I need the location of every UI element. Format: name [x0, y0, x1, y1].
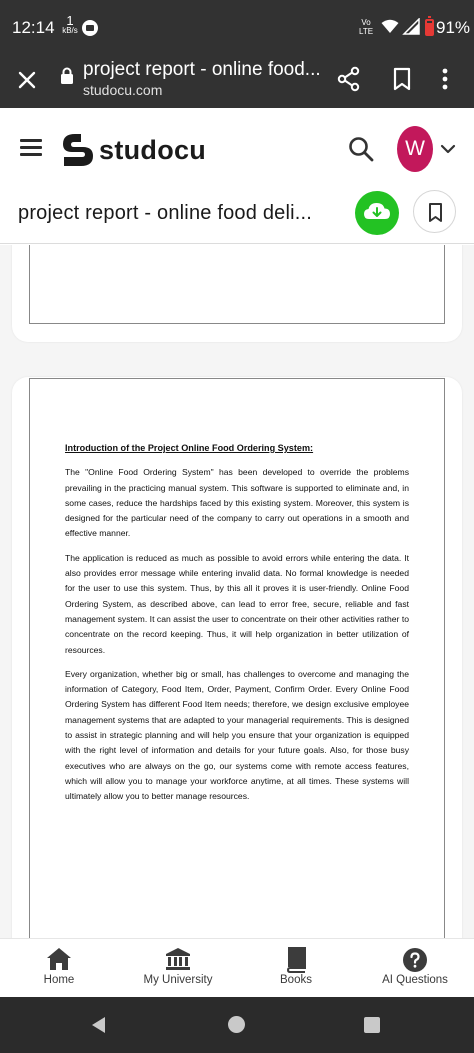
nav-item-ai-questions[interactable]: [360, 939, 470, 998]
battery-percent: 91%: [436, 18, 471, 37]
document-paragraph: The application is reduced as much as possible to avoid errors while entering the data. It also provides error message while entering invalid data. No formal knowledge is needed for the user to use this system. Thus, by this all it proves it is user-friendly. Online Food Ordering System, as described above, can lead to error free, secure, reliable and fast management system. It can assist the user to concentrate on their other activities rather to concentrate on the record keeping. Thus, it will help organization in better utilization of resources.: [65, 552, 409, 655]
close-icon[interactable]: [14, 67, 40, 93]
browser-toolbar: [0, 54, 474, 108]
document-paragraph: Every organization, whether big or small, has challenges to overcome and managing the information of Category, Food Item, Order, Payment, Confirm Order. Every Online Food Ordering System has different Food Item needs; therefore, we design exclusive employee management systems that are adapted to your managerial requirements. This is designed to assist in strategic planning and will help you ensure that your organization is equipped with the right level of information and details for your future goals. Also, for those busy executives who are always on the go, our systems come with remote access features, which will allow you to manage your workforce anytime, at all times. These systems will ultimately allow you to better manage resources.: [65, 668, 409, 802]
browser-url[interactable]: studocu.com: [83, 82, 163, 98]
status-time: 12:14: [12, 18, 55, 37]
nav-item-books[interactable]: [241, 939, 351, 998]
document-text: [65, 441, 409, 814]
document-paragraph: The "Online Food Ordering System" has been developed to override the problems prevailing in the practicing manual system. This software is supported to eliminate and, in some cases, reduce the hardships faced by this existing system. Moreover, this system is designed for the particular need of the company to carry out operations in a smooth and effective manner.: [65, 467, 409, 539]
logo-mark-icon: [61, 133, 95, 167]
recent-apps-icon[interactable]: [364, 1017, 380, 1033]
search-icon[interactable]: [347, 135, 375, 168]
bookmark-icon[interactable]: [392, 66, 412, 97]
chevron-down-icon[interactable]: [440, 142, 456, 160]
document-page: [29, 245, 445, 324]
nav-label-home: Home: [43, 974, 75, 986]
document-viewer[interactable]: [0, 245, 474, 938]
studocu-logo[interactable]: [61, 133, 206, 167]
more-options-icon[interactable]: [441, 66, 449, 97]
back-icon[interactable]: [90, 1016, 108, 1039]
wifi-icon: [381, 19, 399, 39]
document-title-bar: [0, 190, 474, 244]
save-document-button[interactable]: [413, 190, 456, 233]
logo-text: studocu: [99, 134, 207, 165]
share-icon[interactable]: [336, 66, 362, 97]
battery-icon: [425, 19, 434, 36]
nav-label-ai-questions: AI Questions: [382, 974, 448, 986]
signal-icon: [402, 18, 420, 40]
nav-label-books: Books: [280, 974, 312, 986]
avatar[interactable]: W: [397, 126, 433, 172]
system-navigation-bar: [0, 997, 474, 1053]
nav-item-home[interactable]: [4, 939, 114, 998]
nav-item-my-university[interactable]: [123, 939, 233, 998]
document-heading: Introduction of the Project Online Food Ordering System:: [65, 443, 314, 453]
download-button[interactable]: [355, 191, 399, 235]
home-button-icon[interactable]: [228, 1016, 245, 1033]
network-speed-unit: kB/s: [62, 26, 78, 35]
home-icon: [46, 947, 72, 976]
bookmark-outline-icon: [414, 191, 457, 234]
notification-icon: [82, 20, 98, 36]
document-title: project report - online food deli...: [18, 202, 313, 224]
network-speed: [58, 13, 82, 36]
cloud-download-icon: [355, 191, 399, 235]
document-page: [29, 378, 445, 938]
browser-page-title[interactable]: project report - online food...: [83, 59, 321, 80]
nav-label-my-university: My University: [143, 974, 213, 986]
lock-icon: [60, 67, 74, 90]
hamburger-menu-icon[interactable]: [20, 139, 42, 157]
volte-indicator: Vo LTE: [359, 18, 374, 36]
university-icon: [165, 947, 191, 976]
bottom-navigation: [0, 938, 474, 997]
site-header: [0, 108, 474, 190]
network-speed-value: 1: [66, 13, 74, 28]
status-bar: [0, 0, 474, 54]
